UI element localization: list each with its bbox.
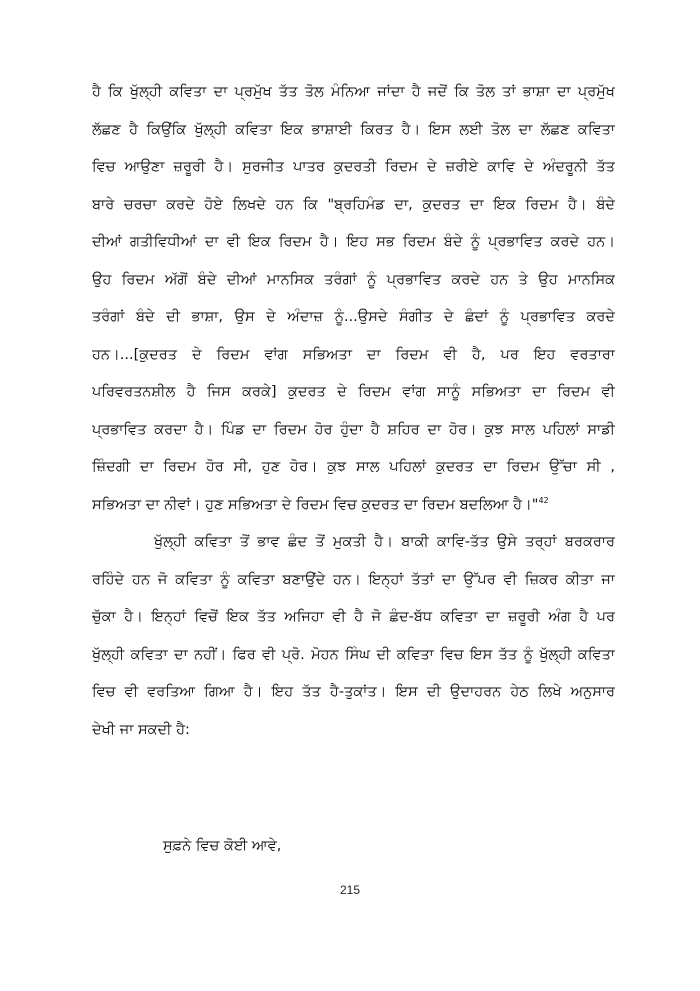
body-text — [92, 78, 615, 753]
footnote-reference: 42 — [538, 495, 549, 505]
paragraph-1-line: ਹੈ ਕਿ ਖੁੱਲ੍ਹੀ ਕਵਿਤਾ ਦਾ ਪ੍ਰਮੁੱਖ ਤੱਤ ਤੋਲ ਮੰਨਿਆ ਜਾਂਦਾ ਹੈ ਜਦੋਂ ਕਿ ਤੋਲ ਤਾਂ ਭਾਸ਼ਾ ਦਾ ਪ੍ਰਮੁੱਖ — [92, 84, 615, 100]
paragraph-1-line: ਹਨ।...[ਕੁਦਰਤ ਦੇ ਰਿਦਮ ਵਾਂਗ ਸਭਿਅਤਾ ਦਾ ਰਿਦਮ ਵੀ ਹੈ, ਪਰ ਇਹ ਵਰਤਾਰਾ — [92, 346, 615, 363]
paragraph-1-line: ਲੱਛਣ ਹੈ ਕਿਉਂਕਿ ਖੁੱਲ੍ਹੀ ਕਵਿਤਾ ਇਕ ਭਾਸ਼ਾਈ ਕਿਰਤ ਹੈ। ਇਸ ਲਈ ਤੋਲ ਦਾ ਲੱਛਣ ਕਵਿਤਾ — [92, 121, 615, 138]
paragraph-1-line: ਪਰਿਵਰਤਨਸ਼ੀਲ ਹੈ ਜਿਸ ਕਰਕੇ] ਕੁਦਰਤ ਦੇ ਰਿਦਮ ਵਾਂਗ ਸਾਨੂੰ ਸਭਿਅਤਾ ਦਾ ਰਿਦਮ ਵੀ — [92, 384, 615, 400]
paragraph-2-line: ਰਹਿੰਦੇ ਹਨ ਜੋ ਕਵਿਤਾ ਨੂੰ ਕਵਿਤਾ ਬਣਾਉਂਦੇ ਹਨ। ਇਨ੍ਹਾਂ ਤੱਤਾਂ ਦਾ ਉੱਪਰ ਵੀ ਜ਼ਿਕਰ ਕੀਤਾ ਜਾ — [92, 571, 615, 588]
paragraph-2-line: ਚੁੱਕਾ ਹੈ। ਇਨ੍ਹਾਂ ਵਿਚੋਂ ਇਕ ਤੱਤ ਅਜਿਹਾ ਵੀ ਹੈ ਜੋ ਛੰਦ-ਬੱਧ ਕਵਿਤਾ ਦਾ ਜ਼ਰੂਰੀ ਅੰਗ ਹੈ ਪਰ — [92, 609, 615, 625]
paragraph-1-last-line — [92, 491, 615, 519]
paragraph-1-line: ਜ਼ਿੰਦਗੀ ਦਾ ਰਿਦਮ ਹੋਰ ਸੀ, ਹੁਣ ਹੋਰ। ਕੁਝ ਸਾਲ ਪਹਿਲਾਂ ਕੁਦਰਤ ਦਾ ਰਿਦਮ ਉੱਚਾ ਸੀ , — [92, 459, 615, 475]
paragraph-1-line: ਉਹ ਰਿਦਮ ਅੱਗੋਂ ਬੰਦੇ ਦੀਆਂ ਮਾਨਸਿਕ ਤਰੰਗਾਂ ਨੂੰ ਪ੍ਰਭਾਵਿਤ ਕਰਦੇ ਹਨ ਤੇ ਉਹ ਮਾਨਸਿਕ — [92, 271, 615, 288]
paragraph-1-line: ਬਾਰੇ ਚਰਚਾ ਕਰਦੇ ਹੋਏ ਲਿਖਦੇ ਹਨ ਕਿ "ਬ੍ਰਹਿਮੰਡ ਦਾ, ਕੁਦਰਤ ਦਾ ਇਕ ਰਿਦਮ ਹੈ। ਬੰਦੇ — [92, 196, 615, 213]
paragraph-1-line: ਵਿਚ ਆਉਣਾ ਜ਼ਰੂਰੀ ਹੈ। ਸੁਰਜੀਤ ਪਾਤਰ ਕੁਦਰਤੀ ਰਿਦਮ ਦੇ ਜ਼ਰੀਏ ਕਾਵਿ ਦੇ ਅੰਦਰੂਨੀ ਤੱਤ — [92, 159, 615, 175]
paragraph-2-line: ਖੁੱਲ੍ਹੀ ਕਵਿਤਾ ਤੋਂ ਭਾਵ ਛੰਦ ਤੋਂ ਮੁਕਤੀ ਹੈ। ਬਾਕੀ ਕਾਵਿ-ਤੱਤ ਉਸੇ ਤਰ੍ਹਾਂ ਬਰਕਰਾਰ — [154, 534, 615, 550]
paragraph-1-line: ਤਰੰਗਾਂ ਬੰਦੇ ਦੀ ਭਾਸ਼ਾ, ਉਸ ਦੇ ਅੰਦਾਜ਼ ਨੂੰ...ਉਸਦੇ ਸੰਗੀਤ ਦੇ ਛੰਦਾਂ ਨੂੰ ਪ੍ਰਭਾਵਿਤ ਕਰਦੇ — [92, 309, 615, 325]
paragraph-1-line: ਦੀਆਂ ਗਤੀਵਿਧੀਆਂ ਦਾ ਵੀ ਇਕ ਰਿਦਮ ਹੈ। ਇਹ ਸਭ ਰਿਦਮ ਬੰਦੇ ਨੂੰ ਪ੍ਰਭਾਵਿਤ ਕਰਦੇ ਹਨ। — [92, 234, 615, 250]
quote-closing-text: ਸਭਿਅਤਾ ਦਾ ਨੀਵਾਂ। ਹੁਣ ਸਭਿਅਤਾ ਦੇ ਰਿਦਮ ਵਿਚ ਕੁਦਰਤ ਦਾ ਰਿਦਮ ਬਦਲਿਆ ਹੈ।" — [92, 496, 539, 513]
verse-line: ਸੁਫ਼ਨੇ ਵਿਚ ਕੋਈ ਆਵੇ, — [163, 838, 282, 854]
paragraph-2-line: ਖੁੱਲ੍ਹੀ ਕਵਿਤਾ ਦਾ ਨਹੀਂ। ਫਿਰ ਵੀ ਪ੍ਰੋ. ਮੋਹਨ ਸਿੰਘ ਦੀ ਕਵਿਤਾ ਵਿਚ ਇਸ ਤੱਤ ਨੂੰ ਖੁੱਲ੍ਹੀ ਕਵਿਤਾ — [92, 646, 615, 663]
paragraph-2-line: ਵਿਚ ਵੀ ਵਰਤਿਆ ਗਿਆ ਹੈ। ਇਹ ਤੱਤ ਹੈ-ਤੁਕਾਂਤ। ਇਸ ਦੀ ਉਦਾਹਰਨ ਹੇਠ ਲਿਖੇ ਅਨੁਸਾਰ — [92, 684, 615, 700]
paragraph-1-line: ਪ੍ਰਭਾਵਿਤ ਕਰਦਾ ਹੈ। ਪਿੰਡ ਦਾ ਰਿਦਮ ਹੋਰ ਹੁੰਦਾ ਹੈ ਸ਼ਹਿਰ ਦਾ ਹੋਰ। ਕੁਝ ਸਾਲ ਪਹਿਲਾਂ ਸਾਡੀ — [92, 421, 615, 438]
paragraph-2-line: ਦੇਖੀ ਜਾ ਸਕਦੀ ਹੈ: — [92, 721, 190, 738]
page-number: 215 — [339, 883, 361, 897]
